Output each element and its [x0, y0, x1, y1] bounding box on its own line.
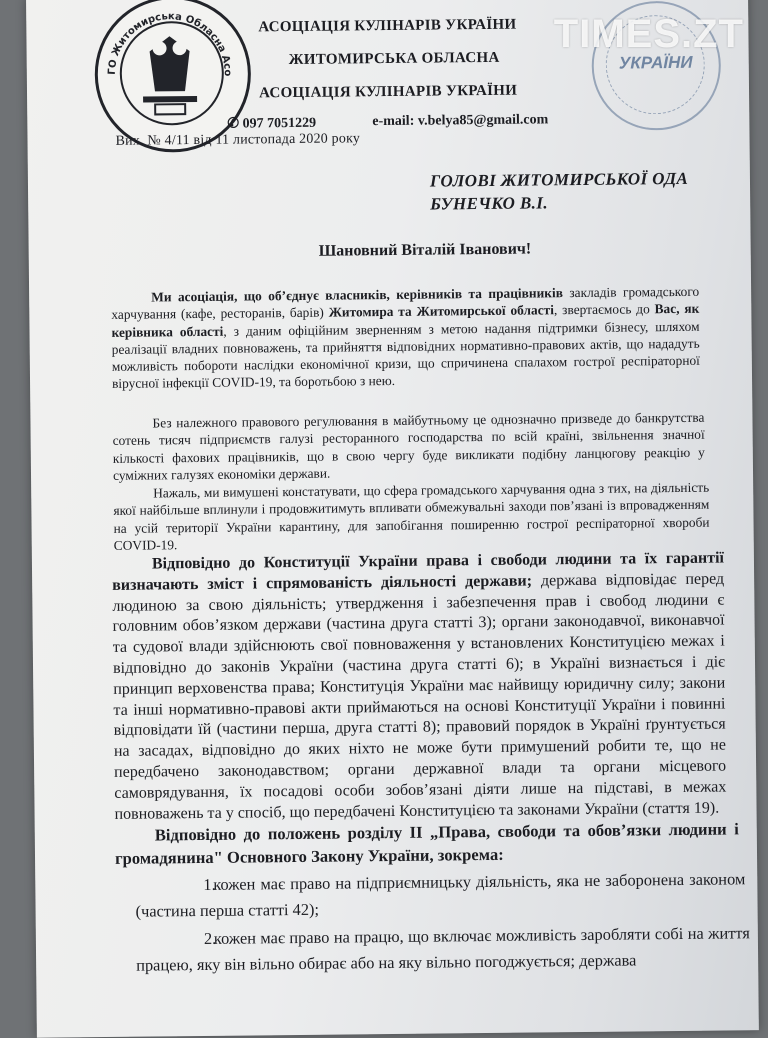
site-watermark: TIMES.ZT: [553, 12, 744, 56]
greeting: Шановний Віталій Іванович!: [318, 240, 532, 260]
svg-text:ГО Житомирська Обласна Асоціац: ГО Житомирська Обласна Асоціація: [106, 11, 233, 77]
email-address: e-mail: v.belya85@gmail.com: [372, 112, 549, 130]
list-item-number: 2.: [203, 928, 217, 948]
paragraph-2: Без належного правового регулювання в майбутньому це однозначно призведе до банкрутства сотень тисяч підприємств галузі ресторанного господарства по всій країні, звільнення значної кількості фахових працівників, що в свою чергу буде викликати подібну ланцюгову реакцію у суміжних галузях економіки держави.: [112, 409, 705, 483]
paragraph-1: Ми асоціація, що об’єднує власників, керівників та працівників закладів громадського харчування (кафе, ресторанів, барів) Житомира та Житомирської області, звертаємось до Вас, як керівника області, з даним офіційним зверненням з метою надання підтримки бізнесу, шляхом реалізації владних повноважень, та прийняття відповідних нормативно-правових актів, що нададуть можливість побороти наслідки економічної кризи, що спричинена спалахом гострої респіраторної вірусної інфекції COVID-19, та боротьбою з нею.: [111, 283, 700, 392]
paragraph-3: Нажаль, ми вимушені констатувати, що сфера громадського харчування одна з тих, на діяльність якої найбільше вплинули і продовжитимуть впливати обмежувальні заходи пов’язані із впровадженням на усій території України карантину, для запобігання поширенню гострої респіраторної хвороби COVID-19.: [113, 479, 710, 553]
outgoing-number: Вих. № 4/11 від 11 листопада 2020 року: [115, 131, 361, 149]
addressee-line-2: БУНЕЧКО В.І.: [430, 193, 549, 214]
header-line-3: АСОЦІАЦІЯ КУЛІНАРІВ УКРАЇНИ: [258, 82, 518, 102]
list-item: [136, 920, 751, 978]
paragraph-5: Відповідно до положень розділу ІІ „Права, свободи та обов’язки людини і громадянина" Основного Закону України, зокрема:: [114, 819, 739, 868]
list-item-text: кожен має право на підприємницьку діяльність, яка не заборонена законом (частина перша статті 42);: [135, 869, 746, 921]
list-item-text: кожен має право на працю, що включає можливість заробляти собі на життя працею, яку він вільно обирає або на яку вільно погоджується; держава: [136, 923, 750, 975]
phone-number: ✆ 097 7051229: [227, 115, 317, 132]
list-item-number: 1.: [203, 874, 216, 894]
letter-sheet: [26, 0, 759, 1038]
list-item: [135, 866, 746, 924]
paragraph-4: Відповідно до Конституції України права і свободи людини та їх гарантії визначають зміст і спрямованість діяльності держави; держава відповідає перед людиною за свою діяльність; утвердження і забезпечення прав і свобод людини є головним обов’язком держави (частина друга статті 3); органи законодавчої, виконавчої та судової влади здійснюють свої повноваження у встановлених Конституцією межах і відповідно до законів України (частина друга статті 6); в Україні визнається і діє принцип верховенства права; Конституція України має найвищу юридичну силу; закони та інші нормативно-правові акти приймаються на основі Конституції України і повинні відповідати їй (частини перша, друга статті 8); правовий порядок в Україні ґрунтується на засадах, відповідно до яких ніхто не може бути примушений робити те, що не передбачено законодавством; органи державної влади та органи місцевого самоврядування, їх посадові особи зобов’язані діяти лише на підставі, в межах повноважень та у спосіб, що передбачені Конституцією та законами України (стаття 19).: [112, 549, 727, 823]
emblem-text: УКРАЇНИ: [618, 52, 693, 73]
header-line-2: ЖИТОМИРСЬКА ОБЛАСНА: [288, 49, 500, 69]
header-line-1: АСОЦІАЦІЯ КУЛІНАРІВ УКРАЇНИ: [258, 16, 517, 36]
contacts: [227, 112, 549, 133]
addressee-line-1: ГОЛОВІ ЖИТОМИРСЬКОЇ ОДА: [429, 168, 689, 191]
